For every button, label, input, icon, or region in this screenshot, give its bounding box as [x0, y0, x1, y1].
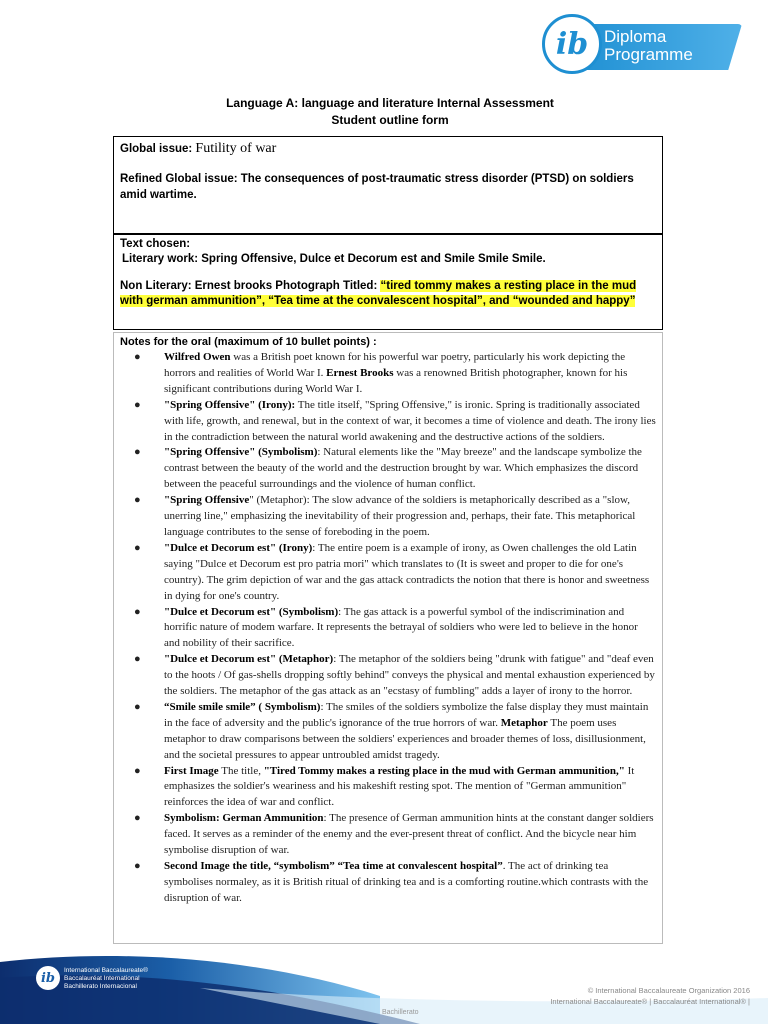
list-item: ● First Image The title, "Tired Tommy makes a resting place in the mud with German ammunition," It emphasizes the soldier's weariness and his makeshift resting spot. The mention of "German ammunition" reinforces the idea of war and conflict. [134, 764, 635, 809]
bullet-icon: ● [134, 494, 141, 507]
logo-text [604, 28, 693, 64]
non-literary-label: Non Literary: Ernest brooks Photograph Titled: [120, 280, 381, 292]
list-item: ● "Dulce et Decorum est" (Metaphor): The metaphor of the soldiers being "drunk with fatigue" and "deaf even to the hoots / Of gas-shells dropping softly behind" conveys the physical and mental exhaustion experienced by the soldiers. The metaphor of the gas attack as an "ecstasy of fumbling" adds a layer of irony to the horror. [134, 653, 655, 698]
diploma-programme-logo [542, 14, 742, 76]
list-item: ● "Spring Offensive" (Irony): The title itself, "Spring Offensive," is ironic. Spring is traditionally associated with life, growth, and renewal, but in the context of war, it becomes a time of violence and death. The irony lies in the contradiction between the natural world awakening and the destructive actions of the soldiers. [134, 398, 656, 443]
footer-bottom-text: Bachillerato [382, 1009, 419, 1016]
ib-organization-names: International Baccalaureate® Baccalauréat International Bachillerato Internacional [64, 967, 148, 990]
ib-logo-icon: ib [542, 14, 602, 74]
footer-copyright: © International Baccalaureate Organization 2016 International Baccalaureate® | Baccalauréat International® | [550, 986, 750, 1006]
bullet-icon: ● [134, 860, 141, 872]
page-subtitle: Student outline form [331, 113, 449, 127]
texts-box [113, 234, 663, 330]
bullet-icon: ● [134, 764, 141, 777]
text-chosen-label: Text chosen: [120, 238, 191, 250]
literary-work: Literary work: Spring Offensive, Dulce et Decorum est and Smile Smile Smile. [122, 253, 546, 265]
bullet-icon: ● [134, 398, 141, 411]
bullet-icon: ● [134, 812, 141, 825]
global-issue-label: Global issue: [120, 143, 193, 155]
logo-line1: Diploma [604, 27, 667, 46]
bullet-icon: ● [134, 700, 141, 713]
page-title: Language A: language and literature Internal Assessment [226, 96, 554, 110]
global-issue-value: Futility of war [195, 141, 277, 156]
list-item: ● Wilfred Owen was a British poet known for his powerful war poetry, particularly his work depicting the horrors and realities of World War I. Ernest Brooks was a renowned British photographer, known for his significant contributions during World War I. [134, 351, 628, 395]
refined-global-issue: Refined Global issue: The consequences of post-traumatic stress disorder (PTSD) on soldiers amid wartime. [120, 173, 634, 201]
list-item: ● “Smile smile smile” ( Symbolism): The smiles of the soldiers symbolize the false display they must maintain in the face of adversity and the public's ignorance of the true horrors of war. Metaphor The poem uses metaphor to draw comparisons between the soldiers' experiences and broader themes of loss, disillusionment, and the societal pressures to appear untroubled amidst tragedy. [134, 700, 649, 761]
list-item: ● Second Image the title, “symbolism” “Tea time at convalescent hospital”. The act of drinking tea symbolises normaley, as it is British ritual of drinking tea and is a comforting routine.which contrasts with the disruption of war. [134, 860, 649, 904]
bullet-icon: ● [134, 653, 141, 666]
global-issue-box [113, 136, 663, 234]
notes-heading: Notes for the oral (maximum of 10 bullet points) : [120, 336, 377, 348]
bullet-icon: ● [134, 541, 141, 554]
list-item: ● "Spring Offensive" (Symbolism): Natural elements like the "May breeze" and the landscape symbolize the contrast between the beauty of the world and the destruction brought by war. Which emphasizes the discord between the peaceful surroundings and the violence of human conflict. [134, 446, 642, 491]
bullet-icon: ● [134, 446, 141, 459]
logo-line2: Programme [604, 45, 693, 64]
global-issue-line [120, 141, 656, 157]
list-item: ● "Spring Offensive" (Metaphor): The slow advance of the soldiers is metaphorically described as a "slow, unerring line," emphasizing the inevitability of their progression and, perhaps, their fate. This metaphorical language contributes to the sense of foreboding in the poem. [134, 494, 636, 538]
non-literary-line [120, 279, 656, 309]
bullet-icon: ● [134, 351, 141, 363]
list-item: ● Symbolism: German Ammunition: The presence of German ammunition hints at the constant danger soldiers faced. It serves as a reminder of the enemy and the ever-present threat of conflict. And the bicycle near him symbolise disruption of war. [134, 812, 654, 857]
bullet-icon: ● [134, 605, 141, 618]
notes-box [113, 332, 663, 944]
non-literary-titles: “tired tommy makes a resting place in the mud with german ammunition”, “Tea time at the convalescent hospital”, and “wounded and happy” [120, 280, 637, 307]
notes-list [120, 350, 656, 907]
ib-footer-logo-icon: ib [36, 966, 60, 990]
list-item: ● "Dulce et Decorum est" (Irony): The entire poem is a example of irony, as Owen challenges the old Latin saying "Dulce et Decorum est pro patria mori" which translates to (It is sweet and proper to die for one's country). The grim depiction of war and the gas attack contradicts the notion that there is honor and sweetness in dying for one's country. [134, 541, 650, 602]
list-item: ● "Dulce et Decorum est" (Symbolism): The gas attack is a powerful symbol of the indiscrimination and horrific nature of modem warfare. It represents the betrayal of soldiers who were led to believe in the honor and nobility of their sacrifice. [134, 605, 638, 650]
